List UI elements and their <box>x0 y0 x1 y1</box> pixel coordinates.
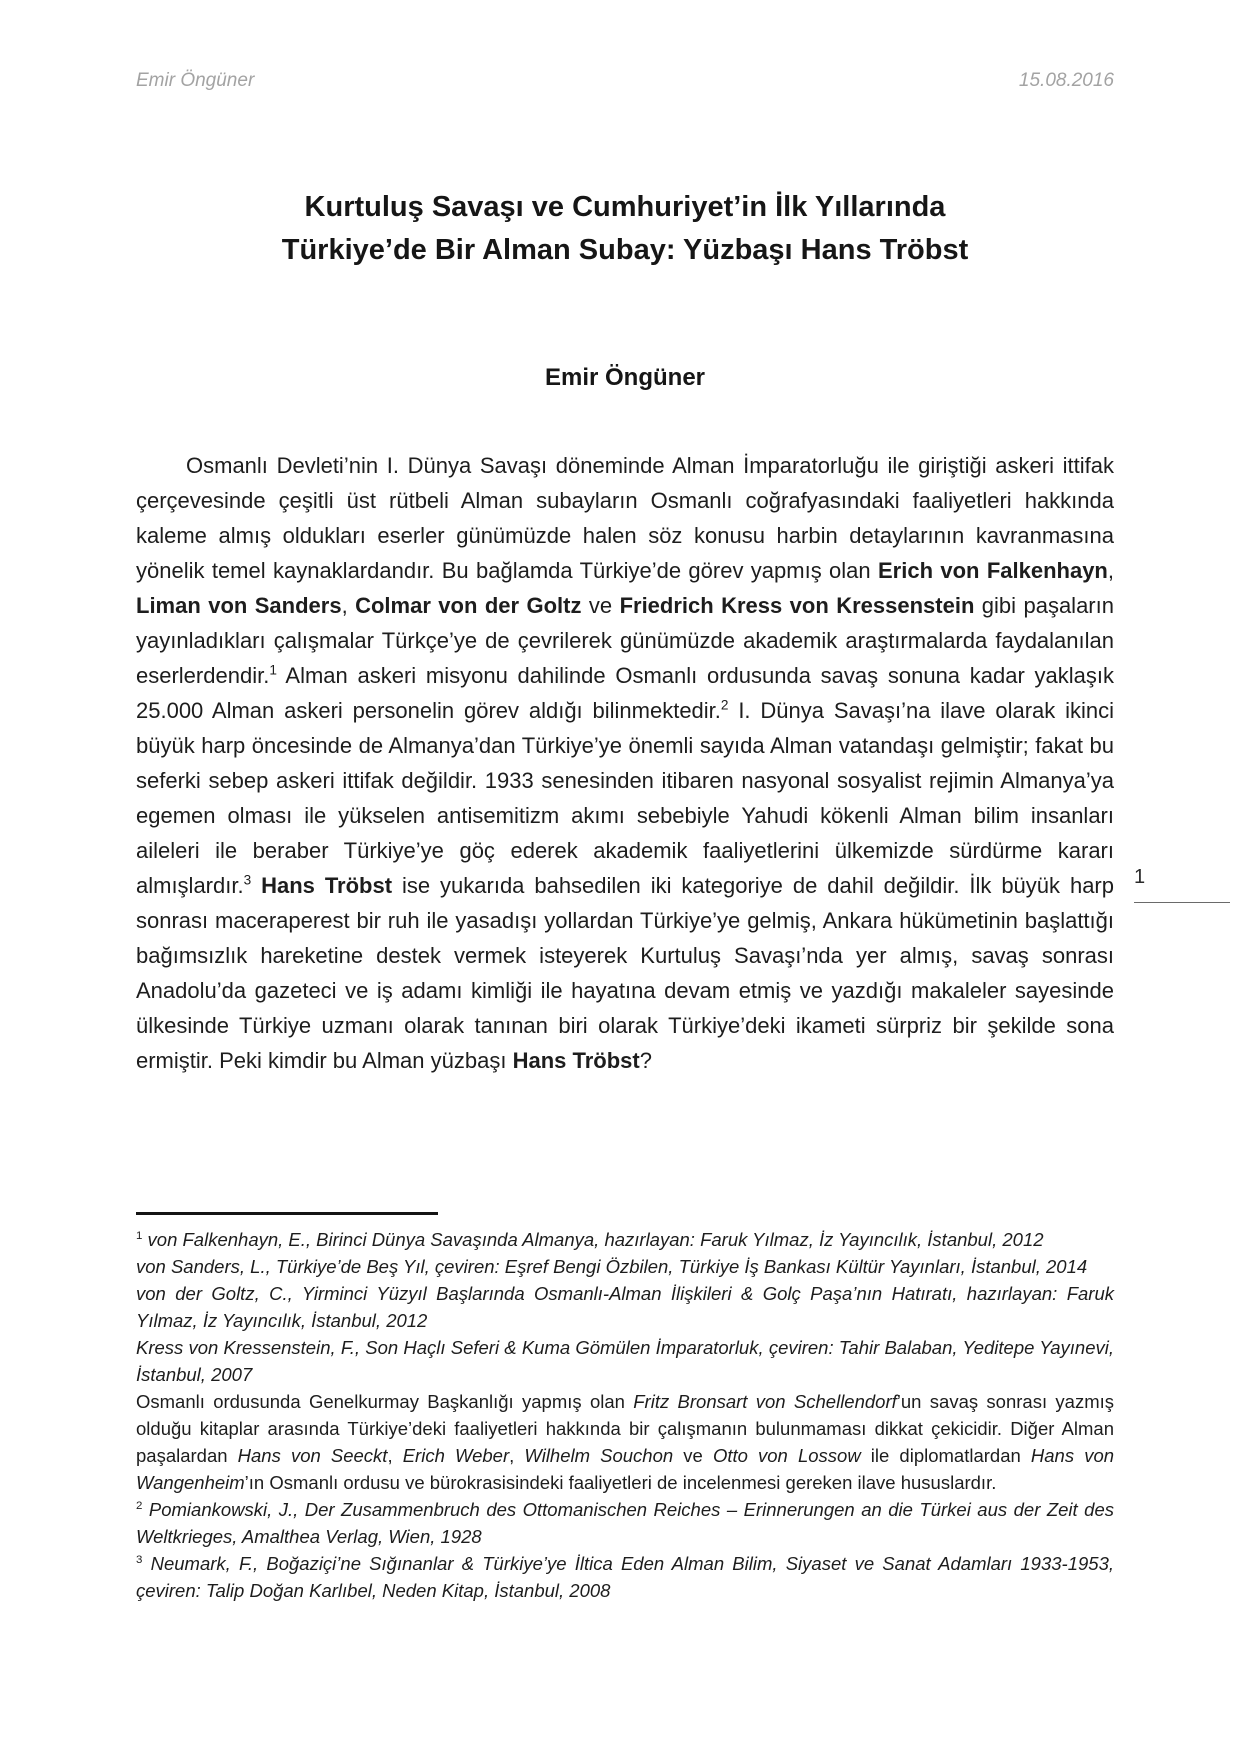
page-header <box>136 70 1114 92</box>
text-segment: Alman askeri misyonu dahilinde Osmanlı ordusunda savaş sonuna kadar yaklaşık 25.000 Alman askeri personelin görev aldığı bilinmektedir. <box>136 663 1114 723</box>
text-segment: ve <box>673 1445 713 1466</box>
text-segment: Kress von Kressenstein, F., Son Haçlı Seferi & Kuma Gömülen İmparatorluk, çeviren: Tahir Balaban, Yeditepe Yayınevi, İstanbul, 2007 <box>136 1337 1114 1385</box>
text-segment: Otto von Lossow <box>712 1445 861 1466</box>
page-number-rule <box>1134 902 1230 903</box>
text-segment: ’un savaş sonrası yazmış olduğu kitaplar arasında Türkiye’deki faaliyetleri hakkında bir çalışmanın bulunmaması dikkat çekicidir. Diğer Alman paşalardan <box>136 1391 1115 1466</box>
text-segment: Liman von Sanders <box>136 593 342 618</box>
text-segment: , <box>387 1445 403 1466</box>
text-segment: von Sanders, L., Türkiye’de Beş Yıl, çeviren: Eşref Bengi Özbilen, Türkiye İş Bankası Kültür Yayınları, İstanbul, 2014 <box>136 1256 1088 1277</box>
page-number: 1 <box>1134 866 1146 888</box>
footnote-2 <box>136 1496 1114 1550</box>
text-segment: Colmar von der Goltz <box>355 593 582 618</box>
text-segment: , <box>509 1445 525 1466</box>
footnote-ref: 2 <box>136 1499 143 1512</box>
text-segment: I. Dünya Savaşı’na ilave olarak ikinci büyük harp öncesinde de Almanya’dan Türkiye’ye önemli sayıda Alman vatandaşı gelmiştir; fakat bu seferki sebep askeri ittifak değildir. 1933 senesinden itibaren nasyonal sosyalist rejimin Almanya’ya egemen olması ile yükselen antisemitizm akımı sebebiyle Yahudi kökenli Alman bilim insanları aileleri ile beraber Türkiye’ye göç ederek akademik faaliyetlerini ülkemizde sürdürme kararı almışlardır. <box>136 698 1115 898</box>
footnote-ref: 2 <box>720 697 729 713</box>
header-date: 15.08.2016 <box>1018 70 1114 91</box>
text-segment: Pomiankowski, J., Der Zusammenbruch des Ottomanischen Reiches – Erinnerungen an die Türkei aus der Zeit des Weltkrieges, Amalthea Verlag, Wien, 1928 <box>136 1499 1114 1547</box>
text-segment <box>142 1553 150 1574</box>
text-segment: ile diplomatlardan <box>860 1445 1031 1466</box>
text-segment: Wilhelm Souchon <box>524 1445 674 1466</box>
footnote-ref: 3 <box>243 872 252 888</box>
article-title <box>136 186 1114 272</box>
footnote-3 <box>136 1550 1114 1604</box>
header-author: Emir Öngüner <box>136 70 255 91</box>
text-segment: Hans Tröbst <box>512 1048 640 1073</box>
text-segment <box>251 873 261 898</box>
text-segment: , <box>1107 558 1114 583</box>
footnote-ref: 1 <box>269 662 277 678</box>
text-segment: ve <box>581 593 620 618</box>
article-title-line-2: Türkiye’de Bir Alman Subay: Yüzbaşı Hans Tröbst <box>281 234 969 266</box>
text-segment: Neumark, F., Boğaziçi’ne Sığınanlar & Türkiye’ye İltica Eden Alman Bilim, Siyaset ve Sanat Adamları 1933-1953, çeviren: Talip Doğan Karlıbel, Neden Kitap, İstanbul, 2008 <box>136 1553 1114 1601</box>
text-segment: Hans von Seeckt <box>237 1445 388 1466</box>
text-segment: von der Goltz, C., Yirminci Yüzyıl Başlarında Osmanlı-Alman İlişkileri & Golç Paşa’nın Hatıratı, hazırlayan: Faruk Yılmaz, İz Yayıncılık, İstanbul, 2012 <box>136 1283 1114 1331</box>
text-segment: von Falkenhayn, E., Birinci Dünya Savaşında Almanya, hazırlayan: Faruk Yılmaz, İz Yayıncılık, İstanbul, 2012 <box>147 1229 1044 1250</box>
text-segment: Hans von Wangenheim <box>136 1445 1115 1493</box>
footnote-ref: 1 <box>136 1229 143 1242</box>
footnotes-section <box>136 1226 1114 1604</box>
text-segment: ise yukarıda bahsedilen iki kategoriye de dahil değildir. İlk büyük harp sonrası maceraperest bir ruh ile yasadışı yollardan Türkiye’ye gelmiş, Ankara hükümetinin başlattığı bağımsızlık hareketine destek vermek isteyerek Kurtuluş Savaşı’nda yer almış, savaş sonrası Anadolu’da gazeteci ve iş adamı kimliği ile hayatına devam etmiş ve yazdığı makaleler sayesinde ülkesinde Türkiye uzmanı olarak tanınan biri olarak Türkiye’deki ikameti sürpriz bir şekilde sona ermiştir. Peki kimdir bu Alman yüzbaşı <box>136 873 1114 1073</box>
text-segment: gibi paşaların yayınladıkları çalışmalar Türkçe’ye de çevrilerek günümüzde akademik araştırmalarda faydalanılan eserlerdendir. <box>136 593 1114 688</box>
text-segment: Erich von Falkenhayn <box>878 558 1108 583</box>
article-title-line-1: Kurtuluş Savaşı ve Cumhuriyet’in İlk Yıllarında <box>304 191 946 223</box>
text-segment: , <box>341 593 356 618</box>
text-segment: ’ın Osmanlı ordusu ve bürokrasisindeki faaliyetleri de incelenmesi gereken ilave hususlardır. <box>244 1472 997 1493</box>
text-segment: Erich Weber <box>402 1445 510 1466</box>
footnote-separator <box>136 1212 438 1215</box>
article-body <box>136 448 1114 1078</box>
text-segment: Osmanlı ordusunda Genelkurmay Başkanlığı yapmış olan <box>136 1391 634 1412</box>
text-segment: Hans Tröbst <box>261 873 393 898</box>
author-name: Emir Öngüner <box>544 364 706 391</box>
text-segment: Osmanlı Devleti’nin I. Dünya Savaşı döneminde Alman İmparatorluğu ile giriştiği askeri ittifak çerçevesinde çeşitli üst rütbeli Alman subayların Osmanlı coğrafyasındaki faaliyetleri hakkında kaleme almış oldukları eserler günümüzde halen söz konusu harbin detaylarının kavranmasına yönelik temel kaynaklardandır. Bu bağlamda Türkiye’de görev yapmış olan <box>136 453 1114 583</box>
text-segment: Fritz Bronsart von Schellendorf <box>633 1391 897 1412</box>
footnote-1 <box>136 1226 1114 1496</box>
body-paragraph <box>136 448 1114 1078</box>
text-segment: Friedrich Kress von Kressenstein <box>619 593 975 618</box>
footnote-ref: 3 <box>136 1553 143 1566</box>
text-segment: ? <box>639 1048 652 1073</box>
